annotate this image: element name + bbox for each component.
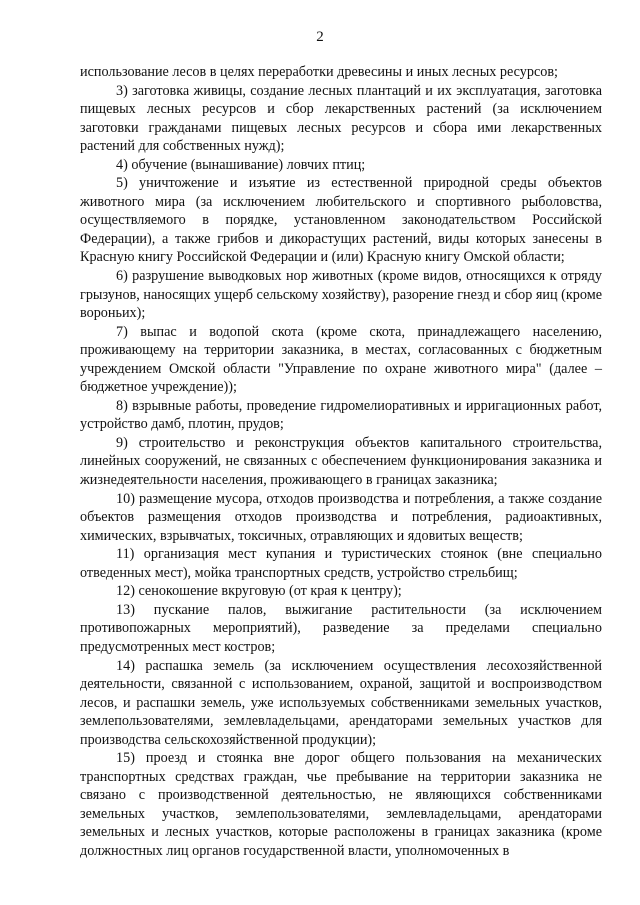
list-item-3: 3) заготовка живицы, создание лесных плантаций и их эксплуатация, заготовка пищевых лесных ресурсов и сбор лекарственных растений (за исключением заготовки гражданами пищевых лесных ресурсов и сбора ими лекарственных растений для собственных нужд); xyxy=(80,82,602,155)
list-item-7: 7) выпас и водопой скота (кроме скота, принадлежащего населению, проживающему на территории заказника, в местах, согласованных с бюджетным учреждением Омской области "Управление по охране животного мира" (далее – бюджетное учреждение)); xyxy=(80,323,602,396)
list-item-13: 13) пускание палов, выжигание растительности (за исключением противопожарных мероприятий), разведение за пределами специально предусмотренных мест костров; xyxy=(80,601,602,655)
list-item-12: 12) сенокошение вкруговую (от края к центру); xyxy=(116,583,402,600)
list-item-14: 14) распашка земель (за исключением осуществления лесохозяйственной деятельности, связанной с использованием, охраной, защитой и воспроизводством лесов, и распашки земель, уже используемых собственниками земельных участков, землепользователями, землевладельцами, арендаторами земельных участков для производства сельскохозяйственной продукции); xyxy=(80,657,602,748)
list-item-11: 11) организация мест купания и туристических стоянок (вне специально отведенных мест), мойка транспортных средств, устройство стрельбищ; xyxy=(80,546,602,581)
list-item-6: 6) разрушение выводковых нор животных (кроме видов, относящихся к отряду грызунов, наносящих ущерб сельскому хозяйству), разорение гнезд и сбор яиц (кроме вороньих); xyxy=(80,268,602,322)
list-item-9: 9) строительство и реконструкция объектов капитального строительства, линейных сооружений, не связанных с обеспечением функционирования заказника и жизнедеятельности населения, проживающего в границах заказника; xyxy=(80,434,602,489)
paragraph-continuation: использование лесов в целях переработки древесины и иных лесных ресурсов; xyxy=(80,64,558,80)
document-body xyxy=(80,63,602,861)
page-number: 2 xyxy=(316,29,324,45)
list-item-10: 10) размещение мусора, отходов производства и потребления, а также создание объектов размещения отходов производства и потребления, радиоактивных, химических, взрывчатых, токсичных, отравляющих и ядовитых веществ; xyxy=(80,490,602,544)
list-item-8: 8) взрывные работы, проведение гидромелиоративных и ирригационных работ, устройство дамб, плотин, прудов; xyxy=(80,397,602,433)
list-item-5: 5) уничтожение и изъятие из естественной природной среды объектов животного мира (за исключением любительского и спортивного рыболовства, осуществляемого в порядке, установленном законодательством Российской Федерации), а также грибов и дикорастущих растений, виды которых занесены в Красную книгу Российской Федерации и (или) Красную книгу Омской области; xyxy=(80,175,602,266)
list-item-4: 4) обучение (вынашивание) ловчих птиц; xyxy=(116,156,366,173)
list-item-15: 15) проезд и стоянка вне дорог общего пользования на механических транспортных средствах граждан, чье пребывание на территории заказника не связано с производственной деятельностью, не являющихся собственниками земельных участков, землепользователями, землевладельцами, арендаторами земельных и лесных участков, которые расположены в границах заказника (кроме должностных лиц органов государственной власти, уполномоченных в xyxy=(80,750,602,859)
